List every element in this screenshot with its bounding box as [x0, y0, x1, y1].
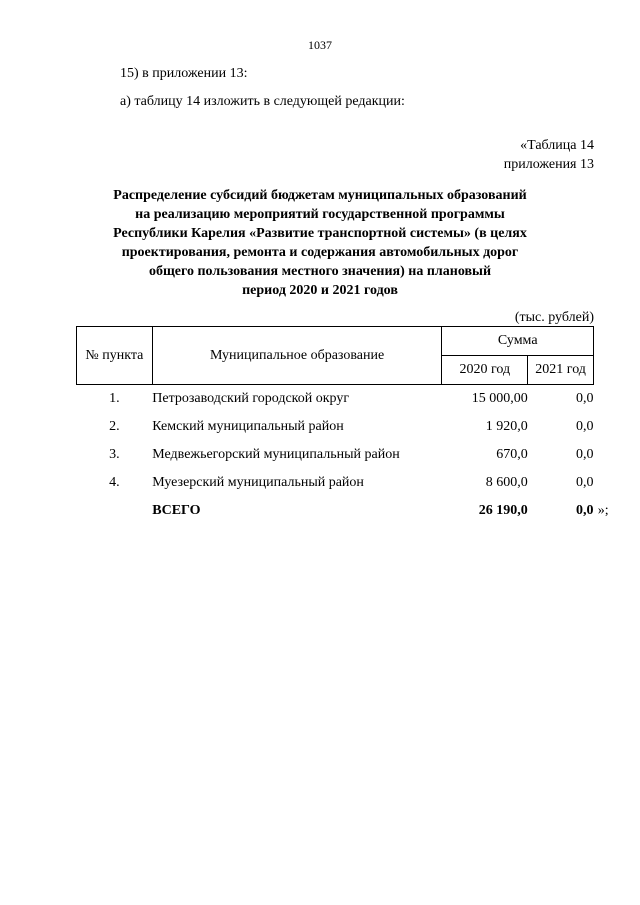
row-value-2020: 670,0 — [496, 447, 528, 462]
total-value-2021-text: 0,0 — [576, 503, 594, 518]
row-number: 1. — [109, 391, 120, 406]
row-municipality: Петрозаводский городской округ — [152, 391, 350, 406]
header-year-2020: 2020 год — [442, 356, 528, 385]
title-line-5: общего пользования местного значения) на плановый — [148, 264, 492, 279]
title-line-1: Распределение субсидий бюджетам муниципальных образований — [113, 188, 527, 203]
row-municipality: Кемский муниципальный район — [152, 419, 344, 434]
row-municipality: Муезерский муниципальный район — [152, 475, 364, 490]
total-value-2020: 26 190,0 — [478, 503, 528, 518]
document-title — [60, 186, 580, 300]
row-value-2021: 0,0 — [576, 419, 594, 434]
title-line-2: на реализацию мероприятий государственной программы — [135, 207, 505, 222]
row-value-2020: 15 000,00 — [471, 391, 528, 406]
page-number: 1037 — [308, 38, 332, 52]
table-row — [77, 469, 594, 497]
header-item-number: № пункта — [77, 327, 153, 385]
row-value-2020: 8 600,0 — [485, 475, 528, 490]
row-value-2020: 1 920,0 — [485, 419, 528, 434]
row-value-2021: 0,0 — [576, 391, 594, 406]
title-line-3: Республики Карелия «Развитие транспортной системы» (в целях — [113, 226, 527, 241]
row-value-2021: 0,0 — [576, 447, 594, 462]
row-value-2021: 0,0 — [576, 475, 594, 490]
table-caption-line-2: приложения 13 — [503, 157, 594, 172]
closing-quote: »; — [597, 503, 609, 518]
title-line-6: период 2020 и 2021 годов — [242, 283, 398, 298]
header-year-2021: 2021 год — [528, 356, 594, 385]
total-label: ВСЕГО — [152, 503, 201, 518]
title-line-4: проектирования, ремонта и содержания автомобильных дорог — [121, 245, 519, 260]
paragraph-item-a: а) таблицу 14 изложить в следующей редакции: — [120, 94, 405, 109]
row-number: 2. — [109, 419, 120, 434]
table-row — [77, 441, 594, 469]
row-number: 3. — [109, 447, 120, 462]
table-caption — [504, 136, 594, 174]
total-value-2021 — [528, 497, 609, 525]
table-row — [77, 385, 594, 414]
header-sum: Сумма — [442, 327, 594, 356]
subsidies-table — [76, 326, 609, 525]
row-number: 4. — [109, 475, 120, 490]
header-municipality: Муниципальное образование — [152, 327, 442, 385]
table-caption-line-1: «Таблица 14 — [520, 138, 594, 153]
paragraph-item-15: 15) в приложении 13: — [120, 66, 248, 81]
row-municipality: Медвежьегорский муниципальный район — [152, 447, 400, 462]
units-label: (тыс. рублей) — [514, 310, 594, 325]
table-row — [77, 413, 594, 441]
total-row — [77, 497, 594, 525]
